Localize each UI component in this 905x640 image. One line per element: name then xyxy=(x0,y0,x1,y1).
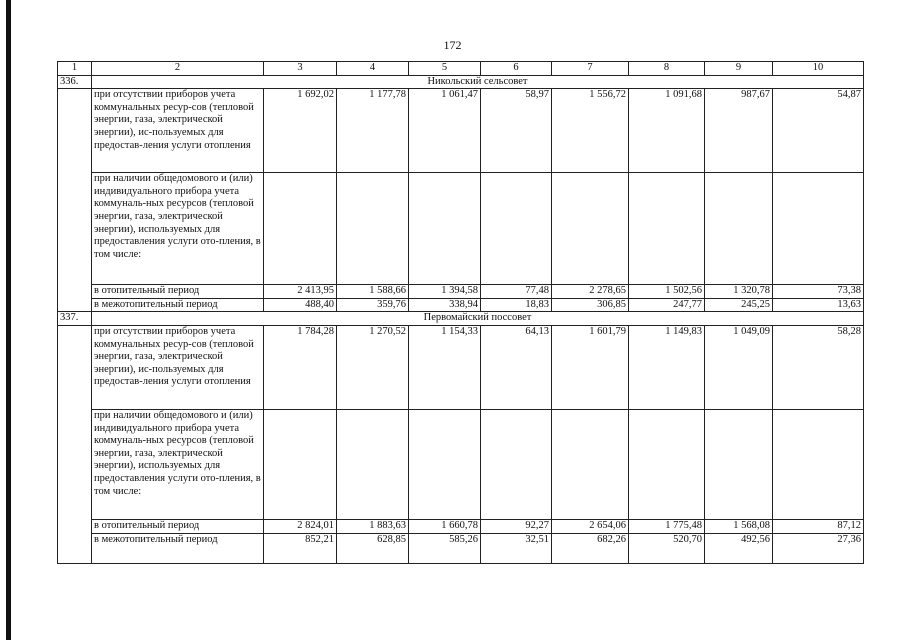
value-cell: 1 775,48 xyxy=(629,519,705,533)
section-name: Первомайский поссовет xyxy=(92,312,864,326)
column-header-row xyxy=(58,62,864,76)
meter-text: при наличии общедомового и (или) индивидуального прибора учета коммуналь-ных ресурсов (тепловой энергии, газа, электрической энергии), используемых для предоставления услуги ото-пления, в том числе: xyxy=(92,409,264,519)
value-cell: 1 588,66 xyxy=(337,285,409,299)
row-number-cell xyxy=(58,325,92,563)
empty-cell xyxy=(481,173,552,285)
empty-cell xyxy=(629,173,705,285)
value-cell: 1 601,79 xyxy=(552,325,629,409)
interheating-period-label: в межотопительный период xyxy=(92,533,264,563)
value-cell: 1 502,56 xyxy=(629,285,705,299)
value-cell: 87,12 xyxy=(773,519,864,533)
section-row xyxy=(58,312,864,326)
value-cell: 1 177,78 xyxy=(337,89,409,173)
col-header-9: 9 xyxy=(705,62,773,76)
value-cell: 1 270,52 xyxy=(337,325,409,409)
empty-cell xyxy=(337,173,409,285)
empty-cell xyxy=(481,409,552,519)
scan-edge-bar xyxy=(6,0,11,640)
value-cell: 54,87 xyxy=(773,89,864,173)
value-cell: 2 278,65 xyxy=(552,285,629,299)
col-header-6: 6 xyxy=(481,62,552,76)
value-cell: 2 654,06 xyxy=(552,519,629,533)
value-cell: 1 154,33 xyxy=(409,325,481,409)
value-cell: 73,38 xyxy=(773,285,864,299)
value-cell: 64,13 xyxy=(481,325,552,409)
value-cell: 245,25 xyxy=(705,298,773,312)
value-cell: 1 883,63 xyxy=(337,519,409,533)
value-cell: 32,51 xyxy=(481,533,552,563)
heating-period-label: в отопительный период xyxy=(92,285,264,299)
col-header-10: 10 xyxy=(773,62,864,76)
page-number: 172 xyxy=(443,38,462,52)
value-cell: 1 049,09 xyxy=(705,325,773,409)
value-cell: 852,21 xyxy=(264,533,337,563)
value-cell: 520,70 xyxy=(629,533,705,563)
table-row xyxy=(58,173,864,285)
value-cell: 77,48 xyxy=(481,285,552,299)
section-number: 337. xyxy=(58,312,92,326)
table-row xyxy=(58,89,864,173)
empty-cell xyxy=(705,409,773,519)
value-cell: 1 061,47 xyxy=(409,89,481,173)
empty-cell xyxy=(773,409,864,519)
empty-cell xyxy=(264,409,337,519)
value-cell: 247,77 xyxy=(629,298,705,312)
value-cell: 338,94 xyxy=(409,298,481,312)
value-cell: 488,40 xyxy=(264,298,337,312)
value-cell: 492,56 xyxy=(705,533,773,563)
heating-period-label: в отопительный период xyxy=(92,519,264,533)
value-cell: 682,26 xyxy=(552,533,629,563)
value-cell: 58,28 xyxy=(773,325,864,409)
value-cell: 13,63 xyxy=(773,298,864,312)
empty-cell xyxy=(629,409,705,519)
empty-cell xyxy=(337,409,409,519)
meter-text: при наличии общедомового и (или) индивидуального прибора учета коммуналь-ных ресурсов (тепловой энергии, газа, электрической энергии), используемых для предоставления услуги ото-пления, в том числе: xyxy=(92,173,264,285)
empty-cell xyxy=(264,173,337,285)
value-cell: 628,85 xyxy=(337,533,409,563)
value-cell: 359,76 xyxy=(337,298,409,312)
interheating-period-label: в межотопительный период xyxy=(92,298,264,312)
value-cell: 18,83 xyxy=(481,298,552,312)
value-cell: 1 660,78 xyxy=(409,519,481,533)
col-header-8: 8 xyxy=(629,62,705,76)
section-row xyxy=(58,75,864,89)
value-cell: 1 394,58 xyxy=(409,285,481,299)
row-number-cell xyxy=(58,89,92,312)
table-row xyxy=(58,325,864,409)
no-meter-text: при отсутствии приборов учета коммунальных ресур-сов (тепловой энергии, газа, электрической энергии), ис-пользуемых для предостав-ления услуги отопления xyxy=(92,325,264,409)
col-header-7: 7 xyxy=(552,62,629,76)
col-header-4: 4 xyxy=(337,62,409,76)
section-name: Никольский сельсовет xyxy=(92,75,864,89)
value-cell: 2 413,95 xyxy=(264,285,337,299)
empty-cell xyxy=(773,173,864,285)
table-row xyxy=(58,519,864,533)
value-cell: 58,97 xyxy=(481,89,552,173)
col-header-5: 5 xyxy=(409,62,481,76)
table-row xyxy=(58,285,864,299)
table-row xyxy=(58,533,864,563)
value-cell: 1 556,72 xyxy=(552,89,629,173)
table-row xyxy=(58,409,864,519)
col-header-3: 3 xyxy=(264,62,337,76)
value-cell: 585,26 xyxy=(409,533,481,563)
value-cell: 1 091,68 xyxy=(629,89,705,173)
empty-cell xyxy=(552,409,629,519)
value-cell: 1 784,28 xyxy=(264,325,337,409)
section-number: 336. xyxy=(58,75,92,89)
col-header-1: 1 xyxy=(58,62,92,76)
col-header-2: 2 xyxy=(92,62,264,76)
empty-cell xyxy=(409,409,481,519)
value-cell: 1 692,02 xyxy=(264,89,337,173)
tariff-table xyxy=(57,61,864,564)
value-cell: 987,67 xyxy=(705,89,773,173)
value-cell: 92,27 xyxy=(481,519,552,533)
empty-cell xyxy=(705,173,773,285)
no-meter-text: при отсутствии приборов учета коммунальных ресур-сов (тепловой энергии, газа, электрической энергии), ис-пользуемых для предостав-ления услуги отопления xyxy=(92,89,264,173)
value-cell: 27,36 xyxy=(773,533,864,563)
value-cell: 2 824,01 xyxy=(264,519,337,533)
empty-cell xyxy=(552,173,629,285)
value-cell: 1 568,08 xyxy=(705,519,773,533)
table-row xyxy=(58,298,864,312)
value-cell: 306,85 xyxy=(552,298,629,312)
value-cell: 1 149,83 xyxy=(629,325,705,409)
value-cell: 1 320,78 xyxy=(705,285,773,299)
empty-cell xyxy=(409,173,481,285)
